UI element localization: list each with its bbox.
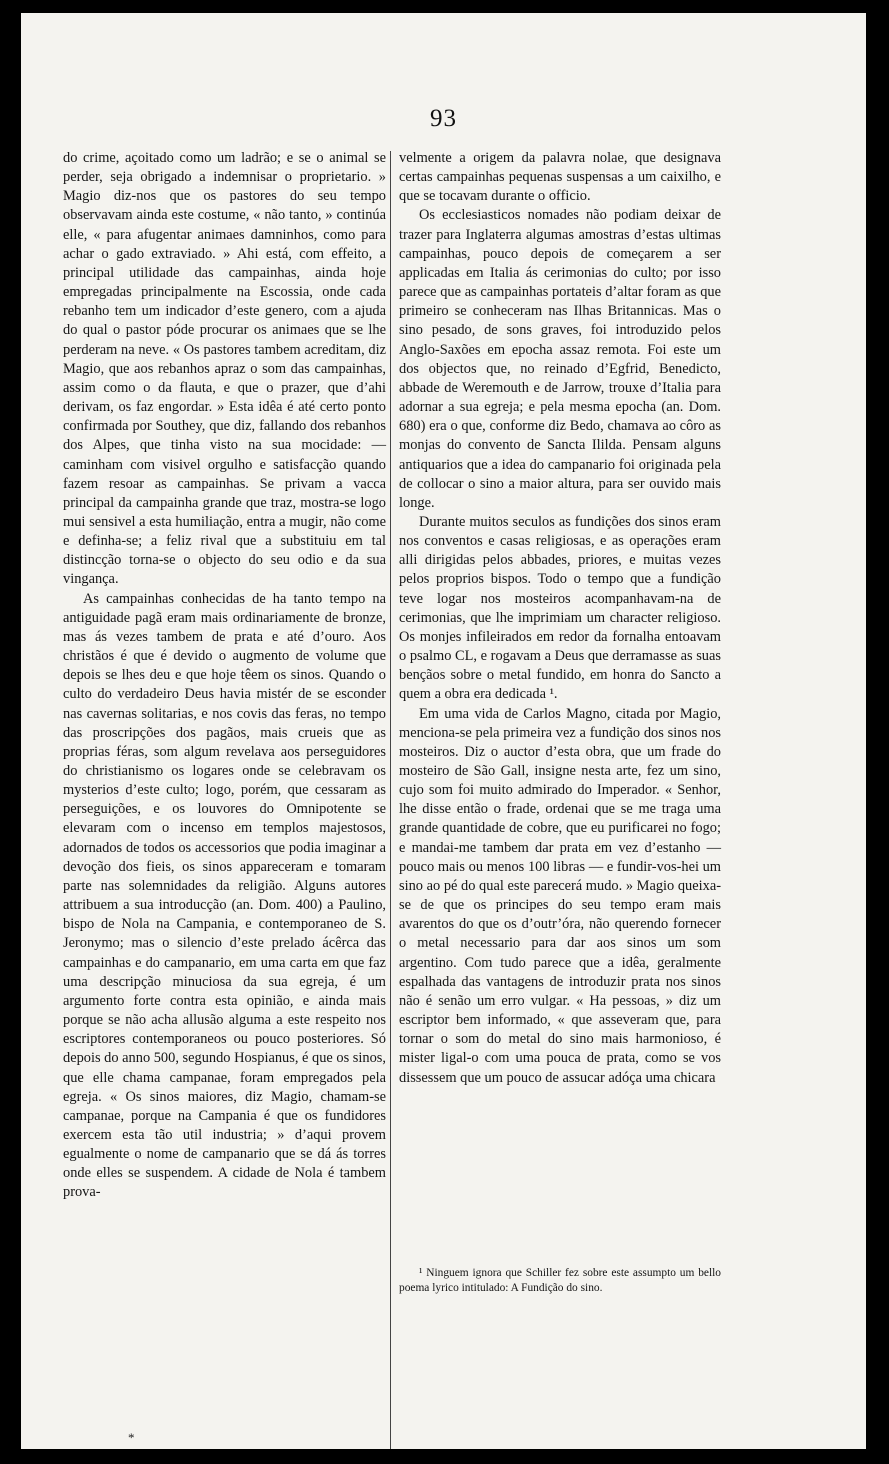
left-paragraph-1: do crime, açoitado como um ladrão; e se o animal se perder, seja obrigado a indemnisar o proprietario. » Magio diz-nos que os pastores do seu tempo observavam ainda este costume, « não tanto, » continúa elle, « para afugentar animaes damninhos, como para achar o gado extraviado. » Ahi está, com effeito, a principal utilidade das campainhas, ainda hoje empregadas principalmente na Escossia, onde cada rebanho tem um indicador d’este genero, com a ajuda do qual o pastor póde procurar os animaes que se lhe perderam na neve. « Os pastores tambem acreditam, diz Magio, que aos rebanhos apraz o som das campainhas, assim como o da flauta, e que o prazer, que d’ahi derivam, os faz engordar. » Esta idêa é até certo ponto confirmada por Southey, que diz, fallando dos rebanhos dos Alpes, que tinha visto na sua mocidade: — caminham com visivel orgulho e satisfacção quando fazem resoar as campainhas. Se privam a vacca principal da campainha grande que traz, mostra-se logo mui sensivel a esta humiliação, entra a mugir, não come e definha-se; a feliz rival que a substituiu em tal distincção torna-se o objecto do seu odio e da sua vingança. [63, 150, 386, 588]
right-column [399, 149, 721, 1088]
footnote-1: ¹ Ninguem ignora que Schiller fez sobre este assumpto um bello poema lyrico intitulado: A Fundição do sino. [399, 1267, 721, 1294]
column-divider [390, 151, 391, 1449]
footnote-block [399, 1266, 721, 1296]
right-paragraph-3: Durante muitos seculos as fundições dos sinos eram nos conventos e casas religiosas, e as operações eram alli dirigidas pelos abbades, priores, e muitas vezes pelos proprios bispos. Todo o tempo que a fundição teve logar nos mosteiros acompanhavam-na de cerimonias, que lhe imprimiam um character religioso. Os monjes infileirados em redor da fornalha entoavam o psalmo CL, e rogavam a Deus que derramasse as suas bençãos sobre o metal fundido, em honra do Sancto a quem a obra era dedicada ¹. [399, 513, 721, 703]
bottom-mark: * [128, 1430, 135, 1445]
left-column [63, 149, 386, 1203]
right-paragraph-2: Os ecclesiasticos nomades não podiam deixar de trazer para Inglaterra algumas amostras d’estas ultimas campainhas, pouco depois de começarem a ser applicadas em Italia ás cerimonias do culto; por isso parece que as campainhas portateis d’altar foram as que primeiro se conheceram nas Ilhas Britannicas. Mas o sino pesado, de sons graves, foi introduzido pelos Anglo-Saxões em epocha assaz remota. Foi este um dos objectos que, no reinado d’Egfrid, Benedicto, abbade de Weremouth e de Jarrow, trouxe d’Italia para adornar a sua egreja; e pela mesma epocha (an. Dom. 680) era o que, conforme diz Bedo, chamava ao côro as monjas do convento de Sancta Ililda. Pensam alguns antiquarios que a idea do campanario foi originada pela de collocar o sino a maior altura, para ser ouvido mais longe. [399, 207, 721, 511]
book-page [21, 13, 866, 1449]
right-paragraph-4: Em uma vida de Carlos Magno, citada por Magio, menciona-se pela primeira vez a fundição dos sinos nos mosteiros. Diz o auctor d’esta obra, que um frade do mosteiro de São Gall, insigne nesta arte, fez um sino, cujo som foi muito admirado do Imperador. « Senhor, lhe disse então o frade, ordenai que se me traga uma grande quantidade de cobre, que eu purificarei no fogo; e mandai-me tambem dar prata em vez d’estanho — pouco mais ou menos 100 libras — e fundir-vos-hei um sino ao pé do qual este parecerá mudo. » Magio queixa-se de que os principes do seu tempo eram mais avarentos do que os d’outr’óra, não querendo fornecer o metal necessario para dar aos sinos um som argentino. Com tudo parece que a idêa, geralmente espalhada das vantagens de introduzir prata nos sinos não é senão um erro vulgar. « Ha pessoas, » diz um escriptor bem informado, « que asseveram que, para tornar o som do metal do sino mais harmonioso, é mister ligal-o com uma pouca de prata, como se vos dissessem que um pouco de assucar adóça uma chicara [399, 705, 721, 1086]
page-number: 93 [430, 105, 457, 132]
right-paragraph-1: velmente a origem da palavra nolae, que designava certas campainhas pequenas suspensas a um caixilho, e que se tocavam durante o officio. [399, 150, 721, 205]
left-paragraph-2: As campainhas conhecidas de ha tanto tempo na antiguidade pagã eram mais ordinariamente de bronze, mas ás vezes tambem de prata e até d’ouro. Aos christãos é que é devido o augmento de volume que depois se lhes deu e que hoje têem os sinos. Quando o culto do verdadeiro Deus havia mistér de se esconder nas cavernas solitarias, e nos covis das feras, no tempo das proscripções dos pagãos, mais crueis que as proprias féras, som algum revelava aos perseguidores do christianismo os logares onde se celebravam os mysterios d’este culto; logo, porém, que cessaram as perseguições, e os louvores do Omnipotente se elevaram com o incenso em templos majestosos, adornados de todos os accessorios que podia imaginar a devoção dos fieis, os sinos appareceram e tomaram parte nas solemnidades da religião. Alguns autores attribuem a sua introducção (an. Dom. 400) a Paulino, bispo de Nola na Campania, e contemporaneo de S. Jeronymo; mas o silencio d’este prelado ácêrca das campainhas e do campanario, em uma carta em que faz uma descripção minuciosa da sua egreja, é um argumento forte contra esta opinião, e ainda mais porque se não acha allusão alguma a este respeito nos escriptores contemporaneos ou pouco posteriores. Só depois do anno 500, segundo Hospianus, é que os sinos, que elle chama campanae, foram empregados pela egreja. « Os sinos maiores, diz Magio, chamam-se campanae, porque na Campania é que os fundidores exercem esta tão util industria; » d’aqui provem egualmente o nome de campanario que se dá ás torres onde elles se suspendem. A cidade de Nola é tambem prova- [63, 590, 386, 1201]
